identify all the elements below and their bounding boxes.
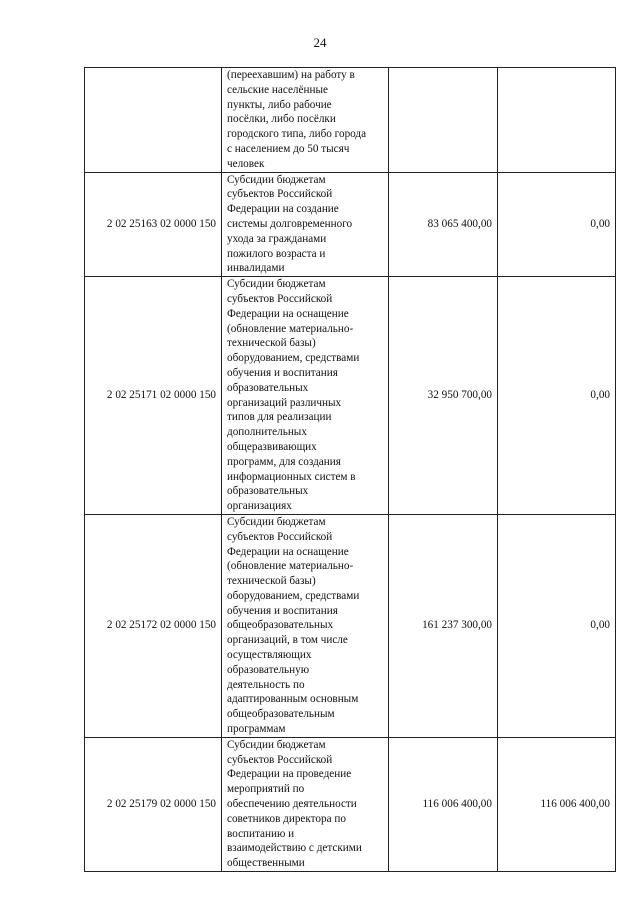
amount-year1-cell: 116 006 400,00 bbox=[389, 737, 498, 871]
income-name-cell: Субсидии бюджетам субъектов Российской Федерации на оснащение (обновление материально- технической базы) оборудованием, средствами обучения и воспитания образовательных организаций различных типов для реализации дополнительных общеразвивающих программ, для создания информационных систем в образовательных организациях bbox=[222, 277, 389, 515]
page-number: 24 bbox=[313, 35, 327, 50]
table-row bbox=[85, 737, 616, 871]
amount-year2-cell: 0,00 bbox=[498, 514, 616, 737]
amount-year2-cell: 0,00 bbox=[498, 277, 616, 515]
table-row bbox=[85, 68, 616, 173]
budget-code-cell: 2 02 25171 02 0000 150 bbox=[85, 277, 222, 515]
income-name-cell: Субсидии бюджетам субъектов Российской Федерации на проведение мероприятий по обеспечению деятельности советников директора по воспитанию и взаимодействию с детскими общественными bbox=[222, 737, 389, 871]
income-name-cell: Субсидии бюджетам субъектов Российской Федерации на создание системы долговременного ухода за гражданами пожилого возраста и инвалидами bbox=[222, 172, 389, 277]
table-row bbox=[85, 514, 616, 737]
amount-year1-cell: 161 237 300,00 bbox=[389, 514, 498, 737]
income-name-cell: Субсидии бюджетам субъектов Российской Федерации на оснащение (обновление материально- технической базы) оборудованием, средствами обучения и воспитания общеобразовательных организаций, в том числе осуществляющих образовательную деятельность по адаптированным основным общеобразовательным программам bbox=[222, 514, 389, 737]
amount-year1-cell bbox=[389, 68, 498, 173]
table-row bbox=[85, 277, 616, 515]
budget-code-cell bbox=[85, 68, 222, 173]
budget-code-cell: 2 02 25163 02 0000 150 bbox=[85, 172, 222, 277]
amount-year1-cell: 83 065 400,00 bbox=[389, 172, 498, 277]
budget-code-cell: 2 02 25179 02 0000 150 bbox=[85, 737, 222, 871]
amount-year2-cell: 0,00 bbox=[498, 172, 616, 277]
amount-year1-cell: 32 950 700,00 bbox=[389, 277, 498, 515]
budget-income-table bbox=[84, 67, 616, 872]
table-row bbox=[85, 172, 616, 277]
amount-year2-cell bbox=[498, 68, 616, 173]
income-name-cell: (переехавшим) на работу в сельские населённые пункты, либо рабочие посёлки, либо посёлки городского типа, либо города с населением до 50 тысяч человек bbox=[222, 68, 389, 173]
budget-code-cell: 2 02 25172 02 0000 150 bbox=[85, 514, 222, 737]
amount-year2-cell: 116 006 400,00 bbox=[498, 737, 616, 871]
